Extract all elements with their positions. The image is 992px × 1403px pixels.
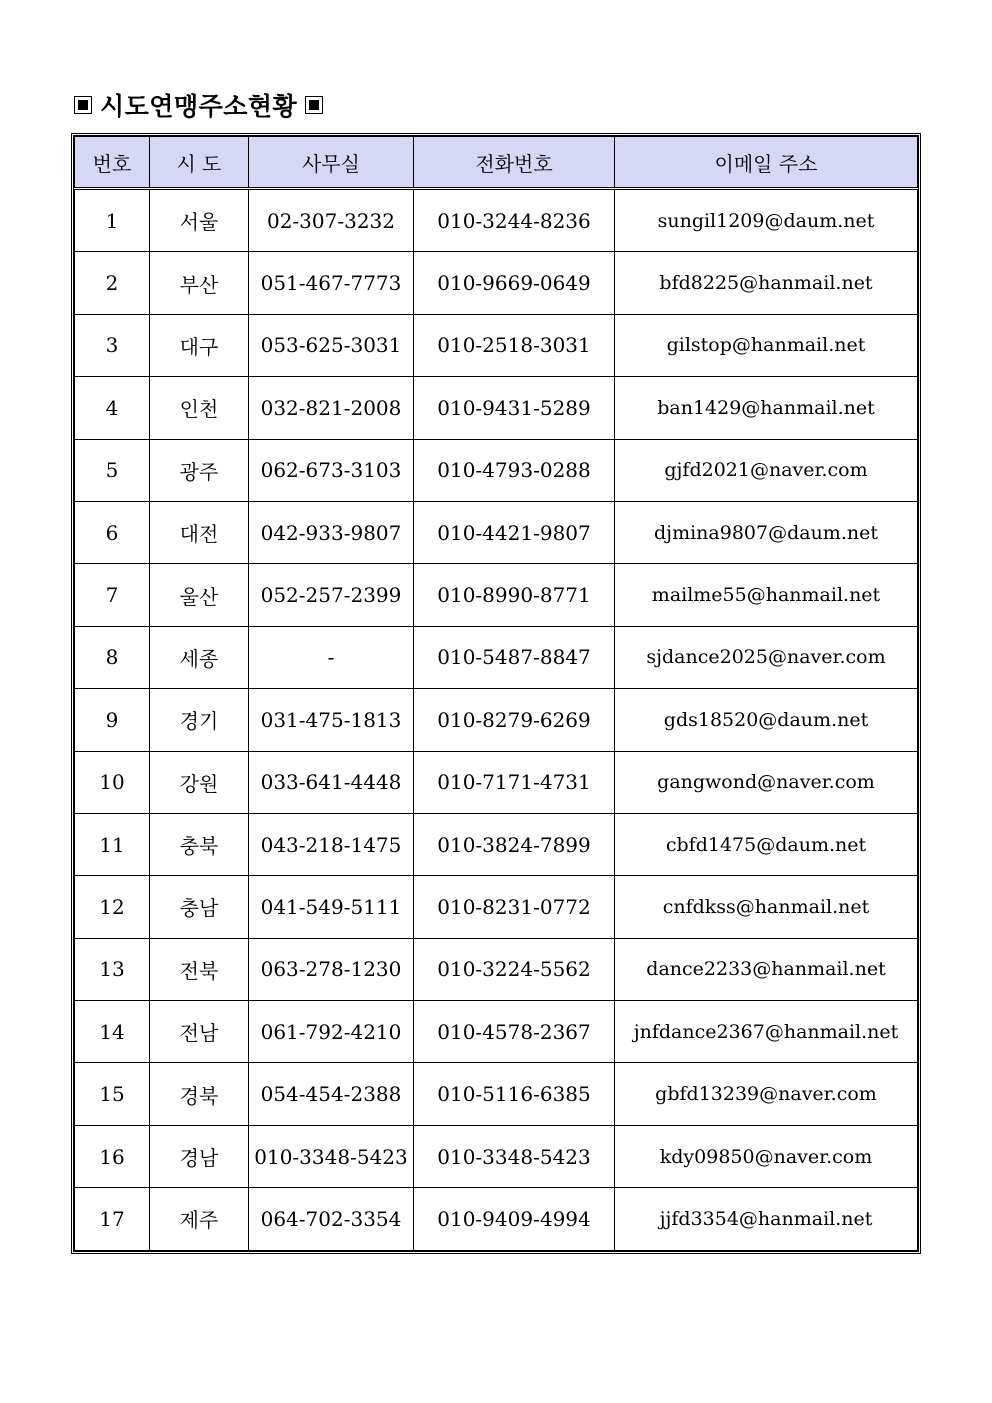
- table-row: [75, 1125, 918, 1187]
- header-email: 이메일 주소: [615, 137, 918, 189]
- cell-region: 제주: [150, 1188, 249, 1250]
- cell-email: cnfdkss@hanmail.net: [615, 876, 918, 938]
- cell-phone: 010-2518-3031: [414, 314, 615, 376]
- cell-phone: 010-4578-2367: [414, 1001, 615, 1063]
- cell-number: 14: [75, 1001, 150, 1063]
- cell-email: sungil1209@daum.net: [615, 189, 918, 252]
- table-row: [75, 501, 918, 563]
- table-body: [75, 189, 918, 1251]
- cell-email: sjdance2025@naver.com: [615, 626, 918, 688]
- cell-office: 051-467-7773: [249, 252, 414, 314]
- cell-email: mailme55@hanmail.net: [615, 564, 918, 626]
- header-row: [75, 137, 918, 189]
- cell-number: 3: [75, 314, 150, 376]
- cell-email: cbfd1475@daum.net: [615, 813, 918, 875]
- table-row: [75, 1001, 918, 1063]
- cell-number: 11: [75, 813, 150, 875]
- table-row: [75, 751, 918, 813]
- cell-email: ban1429@hanmail.net: [615, 377, 918, 439]
- table-row: [75, 439, 918, 501]
- cell-phone: 010-9431-5289: [414, 377, 615, 439]
- cell-region: 경남: [150, 1125, 249, 1187]
- cell-number: 1: [75, 189, 150, 252]
- cell-region: 대구: [150, 314, 249, 376]
- header-phone: 전화번호: [414, 137, 615, 189]
- cell-region: 경북: [150, 1063, 249, 1125]
- cell-phone: 010-3824-7899: [414, 813, 615, 875]
- cell-number: 15: [75, 1063, 150, 1125]
- cell-office: 053-625-3031: [249, 314, 414, 376]
- cell-number: 10: [75, 751, 150, 813]
- cell-region: 세종: [150, 626, 249, 688]
- cell-region: 대전: [150, 501, 249, 563]
- cell-email: gbfd13239@naver.com: [615, 1063, 918, 1125]
- cell-office: 032-821-2008: [249, 377, 414, 439]
- cell-office: 043-218-1475: [249, 813, 414, 875]
- cell-region: 경기: [150, 689, 249, 751]
- address-table: [74, 136, 918, 1251]
- cell-office: 042-933-9807: [249, 501, 414, 563]
- cell-office: 064-702-3354: [249, 1188, 414, 1250]
- cell-email: gilstop@hanmail.net: [615, 314, 918, 376]
- cell-phone: 010-5116-6385: [414, 1063, 615, 1125]
- cell-office: 041-549-5111: [249, 876, 414, 938]
- cell-email: jnfdance2367@hanmail.net: [615, 1001, 918, 1063]
- cell-office: 062-673-3103: [249, 439, 414, 501]
- cell-number: 8: [75, 626, 150, 688]
- cell-phone: 010-4421-9807: [414, 501, 615, 563]
- cell-office: 033-641-4448: [249, 751, 414, 813]
- table-row: [75, 314, 918, 376]
- cell-phone: 010-3224-5562: [414, 938, 615, 1000]
- cell-office: 031-475-1813: [249, 689, 414, 751]
- cell-number: 4: [75, 377, 150, 439]
- cell-phone: 010-9409-4994: [414, 1188, 615, 1250]
- cell-phone: 010-8990-8771: [414, 564, 615, 626]
- cell-email: bfd8225@hanmail.net: [615, 252, 918, 314]
- cell-email: kdy09850@naver.com: [615, 1125, 918, 1187]
- table-row: [75, 689, 918, 751]
- table-row: [75, 252, 918, 314]
- cell-office: -: [249, 626, 414, 688]
- cell-number: 6: [75, 501, 150, 563]
- cell-region: 강원: [150, 751, 249, 813]
- cell-region: 부산: [150, 252, 249, 314]
- cell-number: 12: [75, 876, 150, 938]
- cell-region: 광주: [150, 439, 249, 501]
- cell-phone: 010-9669-0649: [414, 252, 615, 314]
- table-row: [75, 564, 918, 626]
- table-row: [75, 938, 918, 1000]
- cell-region: 전북: [150, 938, 249, 1000]
- header-region: 시 도: [150, 137, 249, 189]
- black-square-icon: [305, 96, 323, 114]
- table-row: [75, 1063, 918, 1125]
- cell-number: 17: [75, 1188, 150, 1250]
- cell-office: 02-307-3232: [249, 189, 414, 252]
- cell-office: 010-3348-5423: [249, 1125, 414, 1187]
- table-row: [75, 876, 918, 938]
- cell-phone: 010-3348-5423: [414, 1125, 615, 1187]
- cell-office: 061-792-4210: [249, 1001, 414, 1063]
- cell-number: 13: [75, 938, 150, 1000]
- cell-region: 서울: [150, 189, 249, 252]
- cell-region: 울산: [150, 564, 249, 626]
- cell-region: 충남: [150, 876, 249, 938]
- cell-number: 9: [75, 689, 150, 751]
- header-number: 번호: [75, 137, 150, 189]
- page-title: [74, 88, 323, 122]
- cell-phone: 010-5487-8847: [414, 626, 615, 688]
- cell-office: 052-257-2399: [249, 564, 414, 626]
- cell-office: 063-278-1230: [249, 938, 414, 1000]
- cell-number: 7: [75, 564, 150, 626]
- cell-region: 충북: [150, 813, 249, 875]
- address-table-frame: [71, 133, 921, 1254]
- header-office: 사무실: [249, 137, 414, 189]
- cell-email: gjfd2021@naver.com: [615, 439, 918, 501]
- table-row: [75, 813, 918, 875]
- cell-email: djmina9807@daum.net: [615, 501, 918, 563]
- cell-region: 전남: [150, 1001, 249, 1063]
- cell-email: dance2233@hanmail.net: [615, 938, 918, 1000]
- table-header: [75, 137, 918, 189]
- page-title-text: 시도연맹주소현황: [100, 92, 298, 121]
- cell-number: 2: [75, 252, 150, 314]
- cell-phone: 010-7171-4731: [414, 751, 615, 813]
- cell-email: gds18520@daum.net: [615, 689, 918, 751]
- cell-phone: 010-8231-0772: [414, 876, 615, 938]
- cell-phone: 010-4793-0288: [414, 439, 615, 501]
- table-row: [75, 189, 918, 252]
- cell-number: 5: [75, 439, 150, 501]
- cell-email: jjfd3354@hanmail.net: [615, 1188, 918, 1250]
- table-row: [75, 377, 918, 439]
- cell-email: gangwond@naver.com: [615, 751, 918, 813]
- cell-phone: 010-3244-8236: [414, 189, 615, 252]
- cell-region: 인천: [150, 377, 249, 439]
- table-row: [75, 626, 918, 688]
- black-square-icon: [74, 96, 92, 114]
- cell-office: 054-454-2388: [249, 1063, 414, 1125]
- cell-number: 16: [75, 1125, 150, 1187]
- cell-phone: 010-8279-6269: [414, 689, 615, 751]
- table-row: [75, 1188, 918, 1250]
